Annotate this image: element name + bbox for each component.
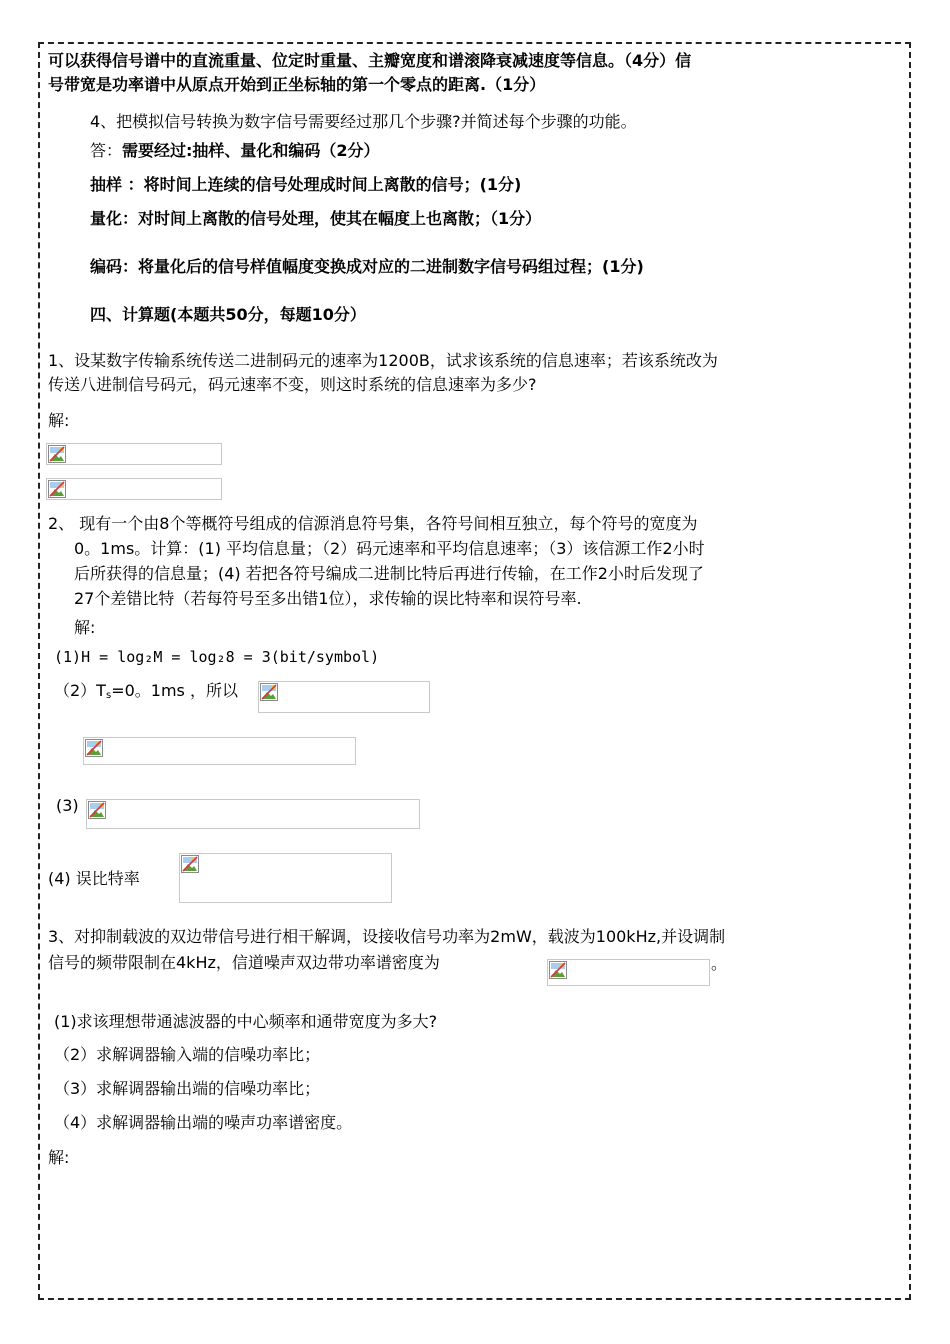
p2-step-4: (4) 误比特率	[48, 869, 140, 888]
p3-sub-4: （4）求解调器输出端的噪声功率谱密度。	[54, 1113, 353, 1132]
p2-line-4: 27个差错比特（若每符号至多出错1位），求传输的误比特率和误符号率.	[74, 589, 582, 608]
broken-image-icon	[48, 445, 66, 463]
intro-line-1: 可以获得信号谱中的直流重量、位定时重量、主瓣宽度和谱滚降衰减速度等信息。（4分）信	[48, 51, 692, 70]
p3-sub-1: (1)求该理想带通滤波器的中心频率和通带宽度为多大?	[54, 1012, 438, 1031]
p1-line-2: 传送八进制信号码元，码元速率不变，则这时系统的信息速率为多少?	[48, 375, 537, 394]
p2-line-3: 后所获得的信息量；(4) 若把各符号编成二进制比特后再进行传输，在工作2小时后发现了	[74, 564, 704, 583]
section-title: 四、计算题(本题共50分，每题10分）	[90, 305, 366, 324]
q4-sampling: 抽样 ：将时间上连续的信号处理成时间上离散的信号；(1分)	[90, 175, 522, 194]
p2-step-2: $(2)T_s=0$。1ms ，所以	[54, 681, 238, 701]
formula-image	[179, 853, 392, 903]
p3-line-1: 3、对抑制载波的双边带信号进行相干解调，设接收信号功率为2mW，载波为100kHz,并设调制	[48, 927, 726, 946]
formula-image	[258, 681, 430, 713]
p2-line-2: 0。1ms。计算：(1) 平均信息量；（2）码元速率和平均信息速率；（3）该信源工作2小时	[74, 539, 705, 558]
p2-solution-label: 解:	[74, 618, 96, 637]
broken-image-icon	[260, 683, 278, 701]
formula-image	[46, 478, 222, 500]
q4-question: 4、把模拟信号转换为数字信号需要经过那几个步骤?并简述每个步骤的功能。	[90, 112, 637, 131]
p2-step-3: (3)	[56, 796, 79, 815]
p3-line-2-end: 。	[711, 954, 728, 973]
q4-answer-prefix: 答：	[90, 141, 123, 160]
formula-image	[86, 799, 420, 829]
p2-line-1: 2、 现有一个由8个等概符号组成的信源消息符号集，各符号间相互独立，每个符号的宽度为	[48, 514, 698, 533]
broken-image-icon	[85, 739, 103, 757]
p3-solution-label: 解:	[48, 1148, 70, 1167]
p1-solution-label: 解:	[48, 411, 70, 430]
broken-image-icon	[48, 480, 66, 498]
formula-image	[46, 443, 222, 465]
p3-sub-2: （2）求解调器输入端的信噪功率比；	[54, 1045, 321, 1064]
broken-image-icon	[181, 855, 199, 873]
q4-answer	[90, 140, 380, 162]
q4-encoding: 编码：将量化后的信号样值幅度变换成对应的二进制数字信号码组过程；(1分)	[90, 257, 644, 276]
p3-sub-3: （3）求解调器输出端的信噪功率比；	[54, 1079, 321, 1098]
broken-image-icon	[549, 961, 567, 979]
formula-image	[547, 959, 710, 986]
p2-step-1: (1)H = log₂M = log₂8 = 3(bit/symbol)	[54, 648, 380, 666]
p3-line-2: 信号的频带限制在4kHz，信道噪声双边带功率谱密度为	[48, 953, 440, 972]
q4-answer-main: 需要经过:抽样、量化和编码（2分）	[122, 141, 380, 160]
broken-image-icon	[88, 801, 106, 819]
p1-line-1: 1、设某数字传输系统传送二进制码元的速率为1200B，试求该系统的信息速率；若该系统改为	[48, 351, 718, 370]
intro-line-2: 号带宽是功率谱中从原点开始到正坐标轴的第一个零点的距离.（1分）	[48, 75, 546, 94]
formula-image	[83, 737, 356, 765]
q4-quantization: 量化：对时间上离散的信号处理，使其在幅度上也离散；（1分）	[90, 209, 542, 228]
